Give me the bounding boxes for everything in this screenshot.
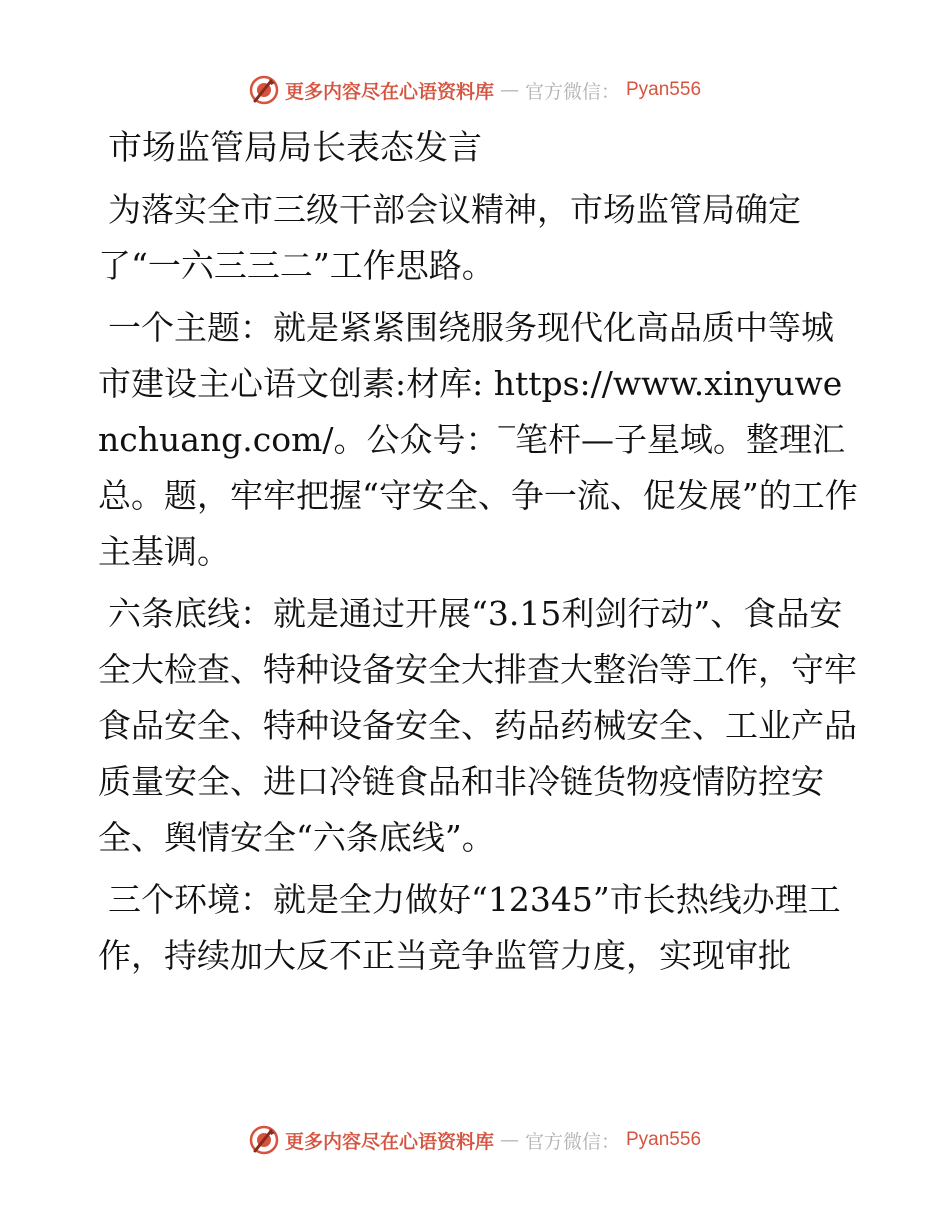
footer-banner-title: 更多内容尽在心语资料库 <box>284 1130 494 1153</box>
header-banner-title: 更多内容尽在心语资料库 <box>284 80 494 103</box>
document-title: 市场监管局局长表态发言 <box>108 128 482 168</box>
footer-banner-wechat-id: Pyan556 <box>626 1129 702 1150</box>
footer-banner-dash: — <box>499 1129 519 1151</box>
paragraph-intro: 为落实全市三级干部会议精神，市场监管局确定了“一六三三二”工作思路。 <box>98 190 801 285</box>
header-banner-wechat-id: Pyan556 <box>626 79 702 100</box>
quill-logo-icon <box>249 1125 279 1155</box>
paragraph-six-bottom-lines: 六条底线：就是通过开展“3.15利剑行动”、食品安全大检查、特种设备安全大排查大整治等工作，守牢食品安全、特种设备安全、药品药械安全、工业产品质量安全、进口冷链食品和非冷链货物疫情防控安全、舆情安全“六条底线”。 <box>98 594 857 857</box>
document-body <box>98 120 858 990</box>
footer-banner-wechat-label: 官方微信： <box>524 1130 620 1153</box>
header-banner <box>0 70 950 110</box>
paragraph-three-environments: 三个环境：就是全力做好“12345”市长热线办理工作，持续加大反不正当竞争监管力度，实现审批 <box>98 880 841 975</box>
footer-banner <box>0 1120 950 1160</box>
header-banner-wechat-label: 官方微信： <box>524 80 620 103</box>
quill-logo-icon <box>249 75 279 105</box>
paragraph-one-theme: 一个主题：就是紧紧围绕服务现代化高品质中等城市建设主心语文创素:材库: https://www.xinyuwenchuang.com/。公众号：‾笔杆—子星域。整理汇总。题，牢牢把握“守安全、争一流、促发展”的工作主基调。 <box>98 308 858 571</box>
header-banner-dash: — <box>499 79 519 101</box>
